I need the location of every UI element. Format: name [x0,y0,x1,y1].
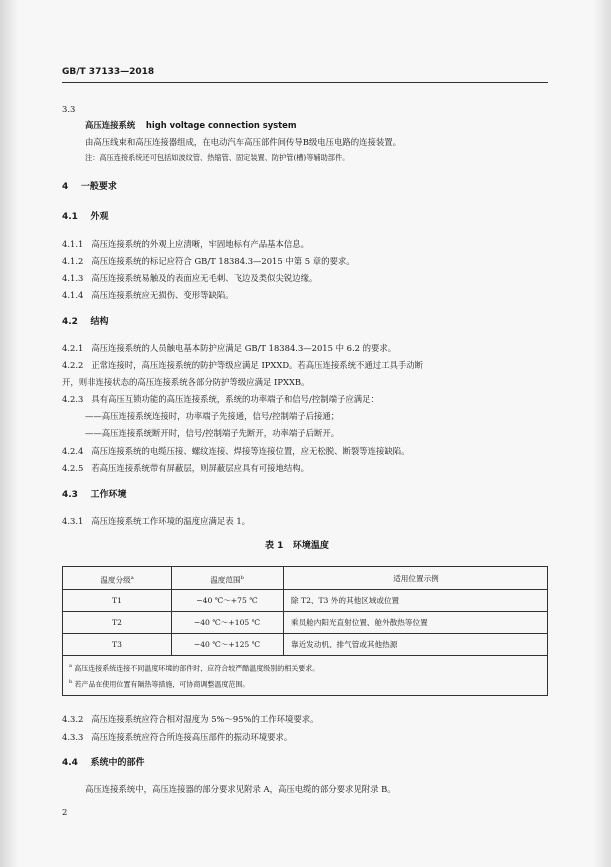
item-4-1-3: 4.1.3 高压连接系统易触及的表面应无毛刺、飞边及类似尖锐边缘。 [62,273,318,283]
table-row-2-range: −40 ℃～+105 ℃ [193,618,261,627]
table-header-class: 温度分级$^a$ [100,575,134,585]
item-4-1-1: 4.1.1 高压连接系统的外观上应清晰，牢固地标有产品基本信息。 [62,239,310,249]
table-row-1-class: T1 [112,596,122,605]
section-4-2-heading: 4.2 结构 [62,317,109,327]
item-4-2-3-dash-2: ——高压连接系统断开时，信号/控制端子先断开，功率端子后断开。 [85,428,340,438]
page-edge-left [0,0,18,867]
item-4-2-3: 4.2.3 具有高压互锁功能的高压连接系统，系统的功率端子和信号/控制端子应满足： [62,394,379,404]
item-4-1-4: 4.1.4 高压连接系统应无损伤、变形等缺陷。 [62,290,234,300]
item-4-1-2: 4.1.2 高压连接系统的标记应符合 GB/T 18384.3—2015 中第 5 章的要求。 [62,256,355,266]
item-4-2-5: 4.2.5 若高压连接系统带有屏蔽层，则屏蔽层应具有可接地结构。 [62,463,310,473]
term-definition: 由高压线束和高压连接器组成，在电动汽车高压部件间传导B级电压电路的连接装置。 [85,137,402,147]
clause-3-3-number: 3.3 [62,104,76,114]
header-rule [62,82,548,83]
table-header-location: 适用位置示例 [393,574,439,583]
table-footnote-b: $^b$ 若产品在使用位置有隔热等措施，可协商调整温度范围。 [69,679,250,689]
page-edge-right [593,0,611,867]
item-4-2-4: 4.2.4 高压连接系统的电缆压接、螺纹连接、焊接等连接位置，应无松脱、断裂等连接缺陷。 [62,446,410,456]
item-4-2-2-cont: 开，则非连接状态的高压连接系统各部分防护等级应满足 IPXXB。 [62,377,310,387]
table-row-2-location: 乘员舱内阳光直射位置、舱外散热等位置 [291,618,428,627]
section-4-3-heading: 4.3 工作环境 [62,490,127,500]
table-row-3-range: −40 ℃～+125 ℃ [193,640,261,649]
page-number: 2 [62,807,68,817]
term-title-cn: 高压连接系统 [85,120,136,130]
term-title-en: high voltage connection system [145,120,297,130]
table-row-1-location: 除 T2、T3 外的其他区域或位置 [291,596,400,605]
item-4-2-3-dash-1: ——高压连接系统连接时，功率端子先接通，信号/控制端子后接通； [85,411,340,421]
item-4-3-1: 4.3.1 高压连接系统工作环境的温度应满足表 1。 [62,516,251,526]
table-footnote-a: $^a$ 高压连接系统连接不同温度环境的部件时，应符合较严酷温度级别的相关要求。 [69,663,320,673]
item-4-2-1: 4.2.1 高压连接系统的人员触电基本防护应满足 GB/T 18384.3—2015 中 6.2 的要求。 [62,343,397,353]
item-4-2-2: 4.2.2 正常连接时，高压连接系统的防护等级应满足 IPXXD。若高压连接系统不通过工具手动断 [62,360,424,370]
table-row-3-location: 靠近发动机、排气管或其他热源 [291,640,398,649]
table-row-3-class: T3 [112,640,122,649]
section-4-heading: 4 一般要求 [62,182,117,192]
table-header-range: 温度范围$^b$ [210,575,244,585]
temperature-table [62,566,548,696]
table-row-2-class: T2 [112,618,122,627]
section-4-4-heading: 4.4 系统中的部件 [62,758,145,768]
section-4-1-heading: 4.1 外观 [62,212,109,222]
table-caption: 表 1 环境温度 [265,541,329,551]
table-row-1-range: −40 ℃～+75 ℃ [196,596,258,605]
term-title [85,119,297,131]
item-4-3-2: 4.3.2 高压连接系统应符合相对湿度为 5%～95%的工作环境要求。 [62,714,319,724]
section-4-4-text: 高压连接系统中，高压连接器的部分要求见附录 A，高压电缆的部分要求见附录 B。 [85,784,396,794]
standard-number: GB/T 37133—2018 [62,67,155,77]
item-4-3-3: 4.3.3 高压连接系统应符合所连接高压部件的振动环境要求。 [62,732,293,742]
term-note: 注：高压连接系统还可包括如波纹管、热缩管、固定装置、防护管(槽)等辅助部件。 [85,153,350,162]
